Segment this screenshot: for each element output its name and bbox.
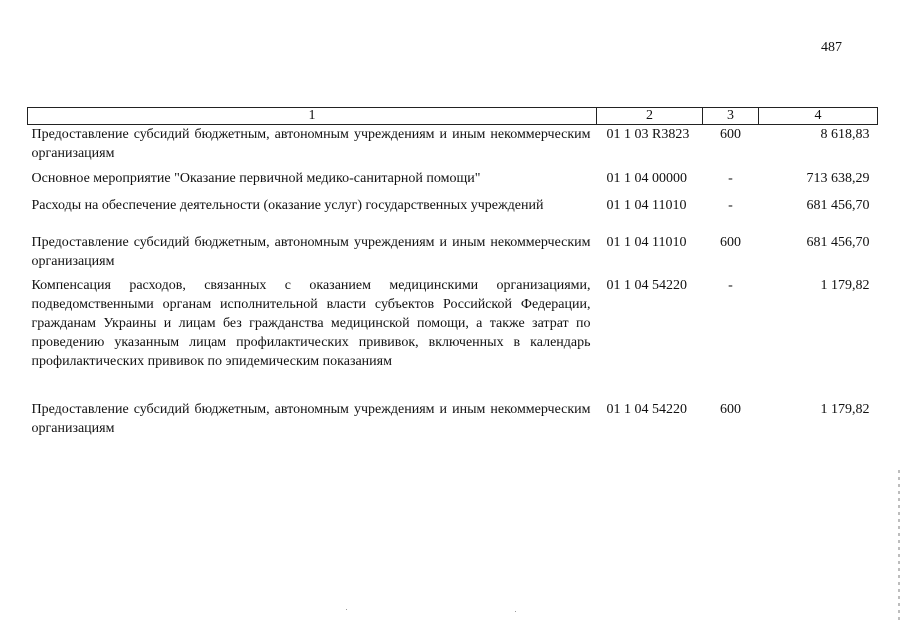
table-row: [28, 400, 878, 440]
header-col-4: 4: [759, 108, 878, 125]
row-type: -: [728, 197, 733, 213]
row-type: 600: [720, 127, 741, 142]
row-amount: 681 456,70: [806, 234, 870, 250]
row-code: 01 1 04 54220: [606, 401, 687, 417]
row-amount: 1 179,82: [820, 277, 870, 293]
row-code: 01 1 04 11010: [606, 197, 687, 213]
scan-edge-mark: [898, 470, 900, 620]
page-number: 487: [821, 40, 842, 55]
row-name: Компенсация расходов, связанных с оказанием медицинскими организациями, подведомственными органам исполнительной власти субъектов Российской Федерации, гражданам Украины и лицам без гражданства медицинской помощи, а также затрат по проведению указанным лицам профилактических прививок, включенных в календарь профилактических прививок по эпидемическим показаниям: [31, 277, 591, 369]
row-name: Предоставление субсидий бюджетным, автономным учреждениям и иным некоммерческим организациям: [31, 401, 591, 436]
header-row: [28, 108, 878, 125]
scan-speck: [515, 611, 516, 612]
row-amount: 713 638,29: [806, 170, 870, 186]
row-type: -: [728, 170, 733, 186]
table-row: [28, 276, 878, 400]
budget-table: [27, 107, 878, 440]
scan-speck: [346, 609, 347, 610]
row-amount: 8 618,83: [820, 127, 870, 142]
row-type: 600: [720, 401, 741, 417]
header-col-3: 3: [703, 108, 759, 125]
table-row: [28, 125, 878, 169]
table-row: [28, 233, 878, 276]
header-col-1: 1: [28, 108, 597, 125]
row-code: 01 1 04 11010: [606, 234, 687, 250]
row-name: Расходы на обеспечение деятельности (оказание услуг) государственных учреждений: [31, 197, 544, 213]
table-row: [28, 169, 878, 196]
row-name: Основное мероприятие "Оказание первичной медико-санитарной помощи": [31, 170, 481, 186]
row-type: 600: [720, 234, 741, 250]
table-header: [28, 108, 878, 125]
row-name: Предоставление субсидий бюджетным, автономным учреждениям и иным некоммерческим организациям: [31, 127, 591, 161]
row-code: 01 1 03 R3823: [606, 127, 690, 142]
table-body: [28, 125, 878, 440]
table-row: [28, 196, 878, 233]
row-code: 01 1 04 54220: [606, 277, 687, 293]
header-col-2: 2: [597, 108, 703, 125]
row-amount: 1 179,82: [820, 401, 870, 417]
row-amount: 681 456,70: [806, 197, 870, 213]
row-type: -: [728, 277, 733, 293]
row-code: 01 1 04 00000: [606, 170, 687, 186]
row-name: Предоставление субсидий бюджетным, автономным учреждениям и иным некоммерческим организациям: [31, 234, 591, 269]
